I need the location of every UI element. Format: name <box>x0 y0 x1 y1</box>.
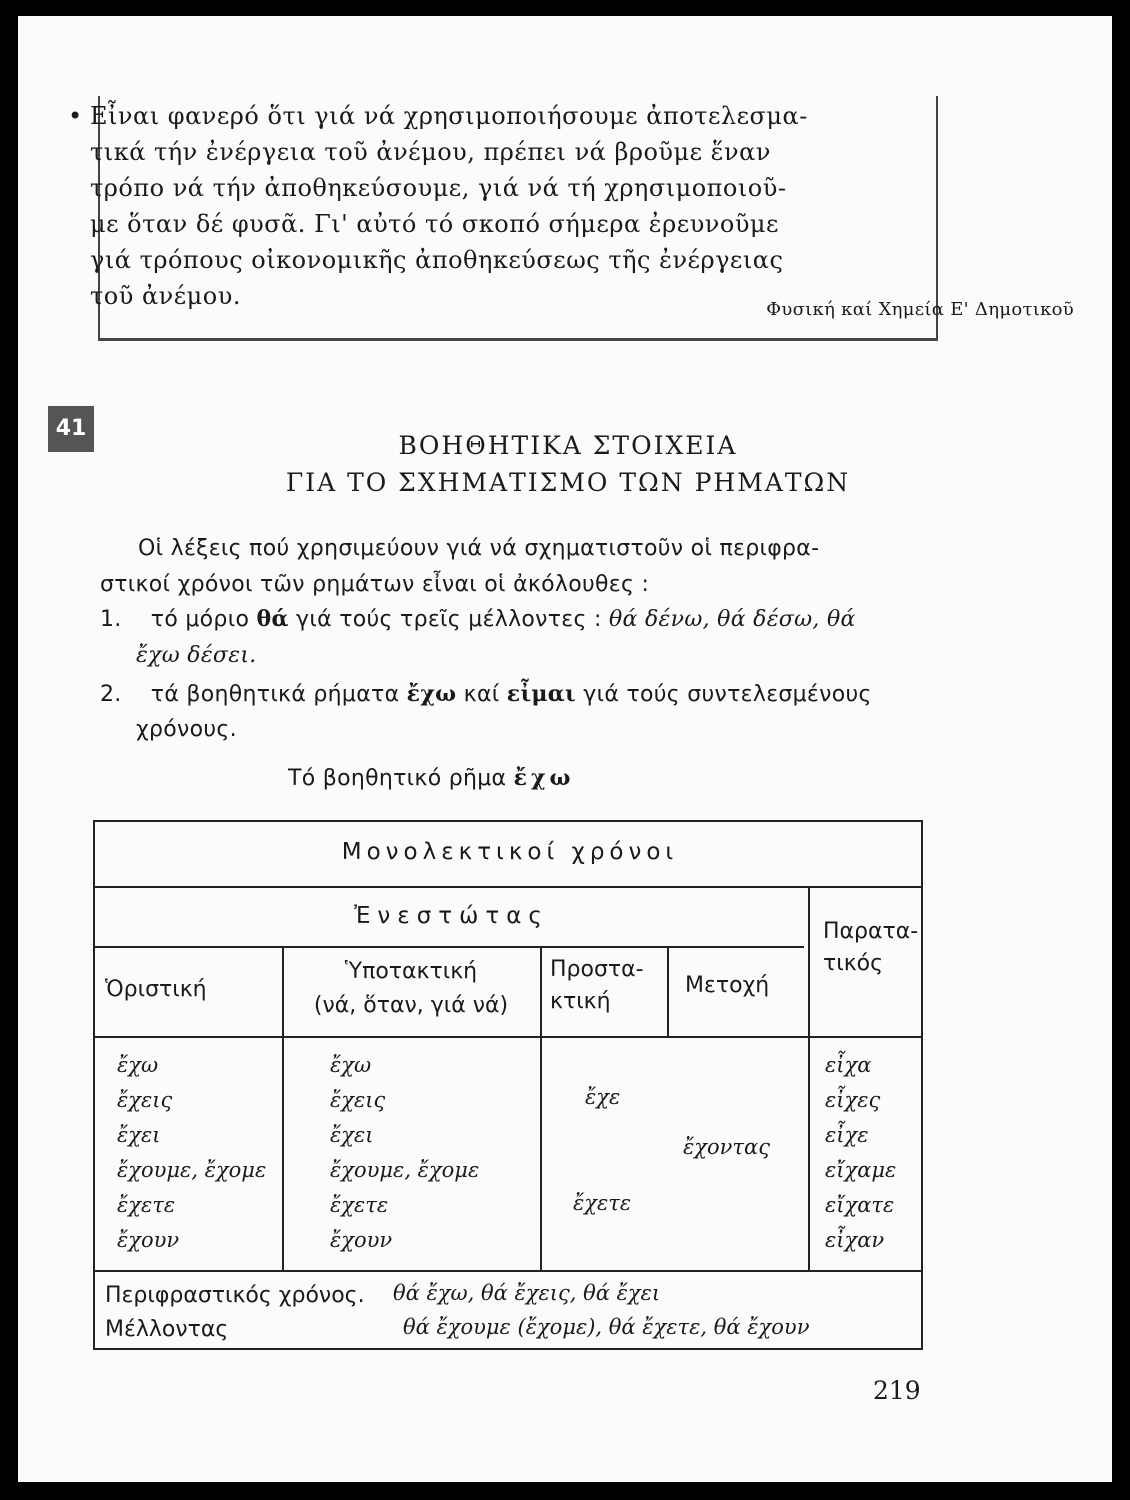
verb-form: εἶχε <box>825 1123 869 1147</box>
quote-line: με ὅταν δέ φυσᾶ. Γι' αὐτό τό σκοπό σήμερα ἐρευνοῦμε <box>90 210 779 238</box>
item-text: γιά τούς συντελεσμένους <box>583 682 872 707</box>
present-header: Ἐνεστώτας <box>354 903 549 929</box>
page-number: 219 <box>873 1376 921 1405</box>
participle-form: ἔχοντας <box>683 1135 770 1159</box>
verb-form: ἔχουμε, ἔχομε <box>117 1158 267 1182</box>
list-number: 1. <box>100 607 122 632</box>
verb-form: ἔχεις <box>117 1088 173 1112</box>
verb-form: ἔχουμε, ἔχομε <box>330 1158 480 1182</box>
participle-header: Μετοχή <box>685 973 770 998</box>
subjunctive-forms <box>330 1048 479 1258</box>
row-divider <box>95 886 921 888</box>
item-text: γιά τούς τρεῖς μέλλοντες : <box>296 607 602 632</box>
list-number: 2. <box>100 682 122 707</box>
verb-form: εἶχαν <box>825 1228 885 1252</box>
verb-form: ἔχετε <box>330 1193 389 1217</box>
bullet: • <box>68 102 83 130</box>
item-text: τό μόριο <box>150 607 250 632</box>
subjunctive-header-note: (νά, ὅταν, γιά νά) <box>313 993 509 1018</box>
textbook-page <box>18 16 1112 1482</box>
indicative-forms <box>117 1048 266 1258</box>
quote-text <box>68 98 890 314</box>
quote-line: τικά τήν ἐνέργεια τοῦ ἀνέμου, πρέπει νά βροῦμε ἕναν <box>90 138 771 166</box>
quote-source: Φυσική καί Χημεία Ε' Δημοτικοῦ <box>766 299 1074 320</box>
verb-form: ἔχεις <box>330 1088 386 1112</box>
item-bold: ἔχω <box>406 681 457 707</box>
quote-line: Εἶναι φανερό ὅτι γιά νά χρησιμοποιήσουμε ἀποτελεσμα- <box>90 102 808 130</box>
intro-line: Οἱ λέξεις πού χρησιμεύουν γιά νά σχηματιστοῦν οἱ περιφρα- <box>138 536 820 561</box>
future-label: Μέλλοντας <box>105 1317 229 1342</box>
imperfect-header: Παρατα- τικός <box>823 919 919 976</box>
item-examples: θά δένω, θά δέσω, θά <box>609 607 856 632</box>
verb-form: εἴχατε <box>825 1193 895 1217</box>
item-cont: χρόνους. <box>136 717 237 742</box>
verb-form: εἴχαμε <box>825 1158 897 1182</box>
section-heading: ΒΟΗΘΗΤΙΚΑ ΣΤΟΙΧΕΙΑ <box>398 431 738 460</box>
quote-line: γιά τρόπους οἰκονομικῆς ἀποθηκεύσεως τῆς ἐνέργειας <box>90 246 784 274</box>
periphrastic-label: Περιφραστικός χρόνος. <box>105 1283 365 1308</box>
item-bold: θά <box>256 606 289 632</box>
future-forms: θά ἔχουμε (ἔχομε), θά ἔχετε, θά ἔχουν <box>403 1315 810 1339</box>
verb-form: ἔχετε <box>117 1193 176 1217</box>
list-item-2 <box>100 676 960 713</box>
imperative-form: ἔχε <box>585 1085 621 1109</box>
col-divider <box>667 946 669 1036</box>
row-divider <box>95 1270 921 1272</box>
quote-line: τοῦ ἀνέμου. <box>90 282 241 310</box>
caption-verb: ἔχω <box>513 765 575 791</box>
verb-form: ἔχουν <box>117 1228 180 1252</box>
caption-text: Τό βοηθητικό ρῆμα <box>288 766 507 791</box>
table-caption <box>288 760 574 797</box>
conjugation-table <box>93 820 923 1350</box>
row-divider <box>95 1036 921 1038</box>
subjunctive-header: Ὑποτακτική <box>344 959 478 984</box>
item-bold: εἶμαι <box>506 681 576 707</box>
verb-form: ἔχω <box>330 1053 372 1077</box>
item-examples-cont: ἔχω δέσει. <box>136 643 257 668</box>
verb-form: εἶχες <box>825 1088 881 1112</box>
verb-form: ἔχουν <box>330 1228 393 1252</box>
quote-line: τρόπο νά τήν ἀποθηκεύσουμε, γιά νά τή χρησιμοποιοῦ- <box>90 174 787 202</box>
verb-form: ἔχω <box>117 1053 159 1077</box>
table-title: Μονολεκτικοί χρόνοι <box>341 839 679 865</box>
chapter-badge: 41 <box>48 406 94 452</box>
col-divider <box>540 946 542 1270</box>
item-text: τά βοηθητικά ρήματα <box>150 682 400 707</box>
indicative-header: Ὁριστική <box>105 977 207 1002</box>
future-forms: θά ἔχω, θά ἔχεις, θά ἔχει <box>393 1281 661 1305</box>
list-item-1 <box>100 601 960 638</box>
verb-form: εἶχα <box>825 1053 872 1077</box>
imperative-header: Προστα- κτική <box>550 957 644 1014</box>
intro-line: στικοί χρόνοι τῶν ρημάτων εἶναι οἱ ἀκόλουθες : <box>100 572 650 597</box>
item-text: καί <box>463 682 500 707</box>
section-subheading: ΓΙΑ ΤΟ ΣΧΗΜΑΤΙΣΜΟ ΤΩΝ ΡΗΜΑΤΩΝ <box>285 468 851 497</box>
verb-form: ἔχει <box>117 1123 161 1147</box>
row-divider <box>95 946 804 948</box>
col-divider <box>808 886 810 1270</box>
imperfect-forms <box>825 1048 896 1258</box>
imperative-form: ἔχετε <box>573 1191 632 1215</box>
verb-form: ἔχει <box>330 1123 374 1147</box>
